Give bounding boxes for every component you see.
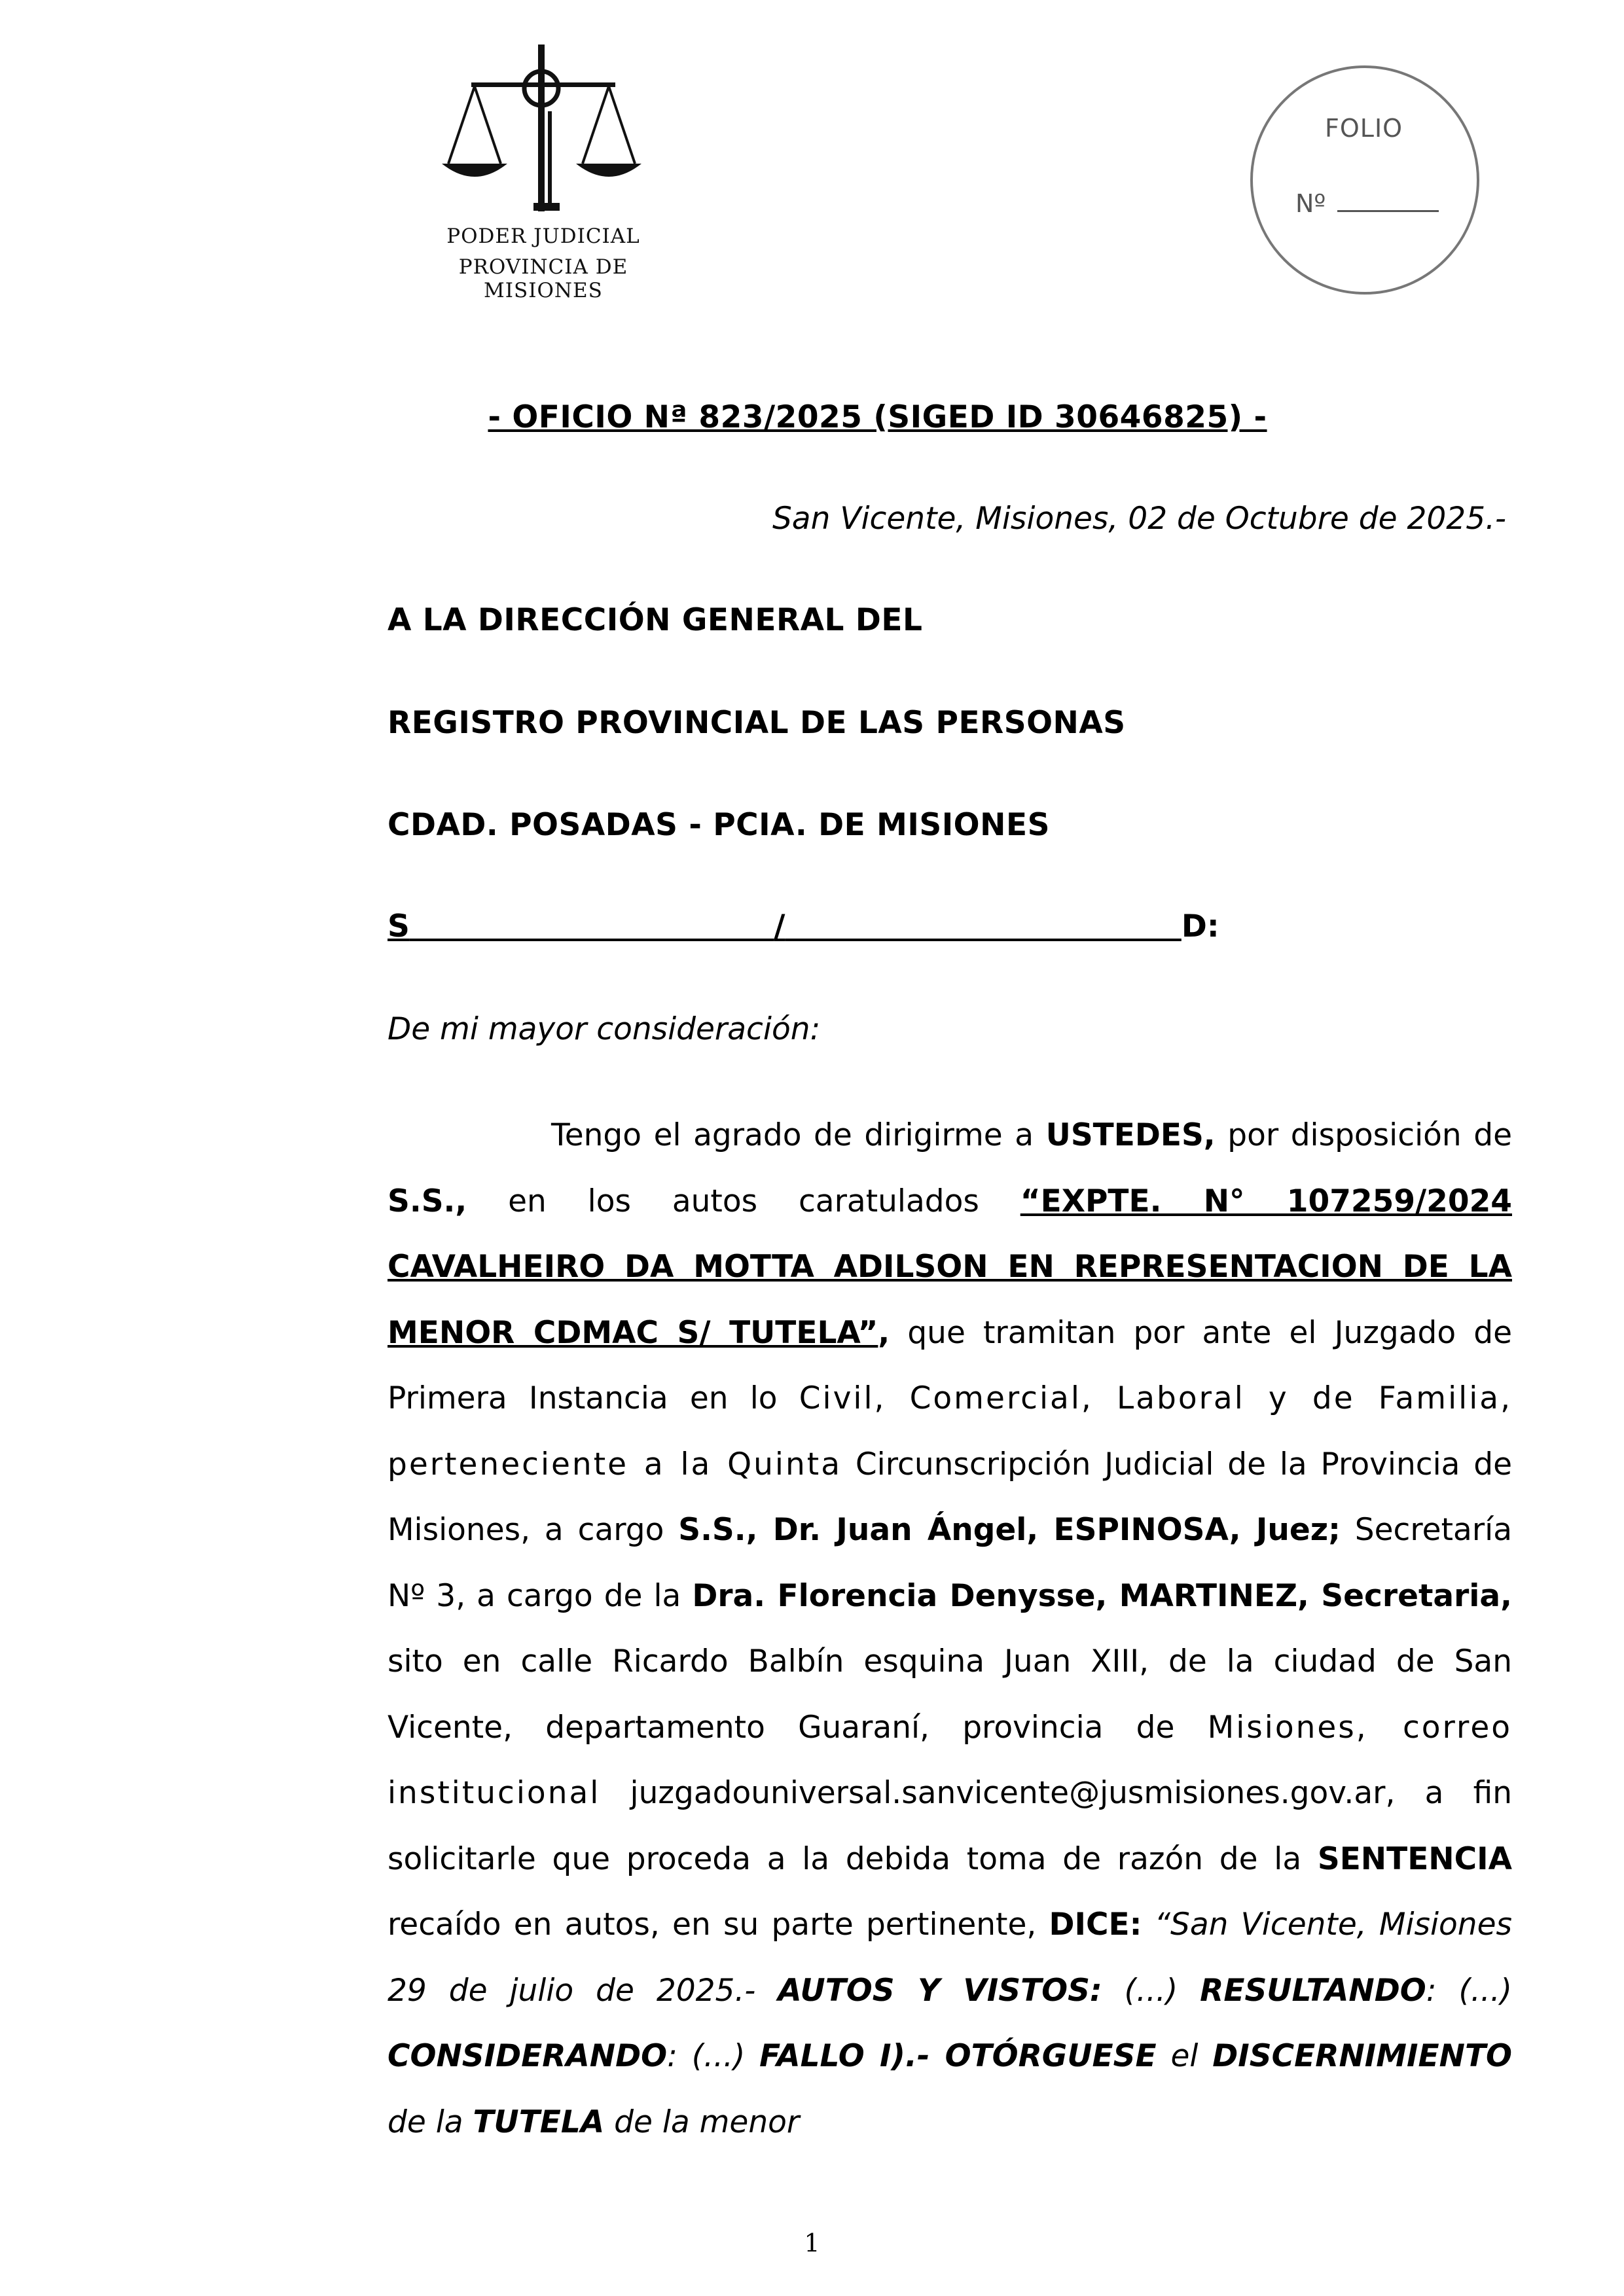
logo-text-line2: PROVINCIA DE MISIONES xyxy=(458,255,628,302)
discernimiento: DISCERNIMIENTO xyxy=(1212,2038,1512,2074)
folio-number-label: Nº xyxy=(1295,189,1326,218)
folio-number-field xyxy=(1295,189,1439,218)
poder-judicial-logo xyxy=(406,39,681,302)
tutela: TUTELA xyxy=(473,2104,605,2140)
case-title: “EXPTE. N° 107259/2024 CAVALHEIRO DA MOTTA ADILSON EN REPRESENTACION DE LA MENOR CDMAC S/ TUTELA” xyxy=(388,1183,1512,1351)
sd-s: S xyxy=(388,908,410,944)
document-title: - OFICIO Nª 823/2025 (SIGED ID 30646825) - xyxy=(488,399,1267,435)
addressee-line-3: CDAD. POSADAS - PCIA. DE MISIONES xyxy=(388,807,1050,843)
addressee-line-1: A LA DIRECCIÓN GENERAL DEL xyxy=(388,602,923,638)
ss-text: S.S., xyxy=(388,1183,467,1219)
page-number: 1 xyxy=(804,2229,820,2257)
document-date: San Vicente, Misiones, 02 de Octubre de 2025.- xyxy=(772,501,1506,537)
resultando: RESULTANDO xyxy=(1200,1972,1426,2009)
greeting: De mi mayor consideración: xyxy=(388,1011,821,1047)
sentencia-text: SENTENCIA xyxy=(1317,1840,1512,1877)
folio-title: FOLIO xyxy=(1325,114,1403,143)
addressee-line-2: REGISTRO PROVINCIAL DE LAS PERSONAS xyxy=(388,705,1126,741)
body-paragraph: Tengo el agrado de dirigirme a USTEDES, por disposición de S.S., en los autos caratulados “EXPTE. N° 107259/2024 CAVALHEIRO DA MOTTA ADILSON EN REPRESENTACION DE LA MENOR CDMAC S/ TUTELA”, que tramitan por ante el Juzgado de Primera Instancia en lo Civil, Comercial, Laboral y de Familia, perteneciente a la Quinta Circunscripción Judicial de la Provincia de Misiones, a cargo S.S., Dr. Juan Ángel, ESPINOSA, Juez; Secretaría Nº 3, a cargo de la Dra. Florencia Denysse, MARTINEZ, Secretaria, sito en calle Ricardo Balbín esquina Juan XIII, de la ciudad de San Vicente, departamento Guaraní, provincia de Misiones, correo institucional juzgadouniversal.sanvicente@jusmisiones.gov.ar, a fin solicitarle que proceda a la debida toma de razón de la SENTENCIA recaído en autos, en su parte pertinente, DICE: “San Vicente, Misiones 29 de julio de 2025.- AUTOS Y VISTOS: (...) RESULTANDO: (...) CONSIDERANDO: (...) FALLO I).- OTÓRGUESE el DISCERNIMIENTO de la TUTELA de la menor xyxy=(388,1117,1513,2140)
ustedes-text: USTEDES, xyxy=(1045,1117,1216,1153)
sd-line xyxy=(388,908,1512,944)
logo-text-line1: PODER JUDICIAL xyxy=(446,224,640,248)
considerando: CONSIDERANDO xyxy=(388,2038,668,2074)
dice-text: DICE: xyxy=(1049,1907,1142,1943)
sd-slash: / xyxy=(774,908,785,944)
scales-of-justice-icon xyxy=(435,39,651,216)
secretary-name: Dra. Florencia Denysse, MARTINEZ, Secretaria, xyxy=(692,1577,1512,1614)
folio-number-blank xyxy=(1337,204,1439,212)
autos-y-vistos: AUTOS Y VISTOS: xyxy=(778,1972,1102,2009)
sd-d: D: xyxy=(1181,908,1219,944)
fallo-otorguese: FALLO I).- OTÓRGUESE xyxy=(759,2038,1157,2074)
judge-name: S.S., Dr. Juan Ángel, ESPINOSA, Juez; xyxy=(678,1512,1341,1548)
folio-stamp xyxy=(1250,65,1479,295)
